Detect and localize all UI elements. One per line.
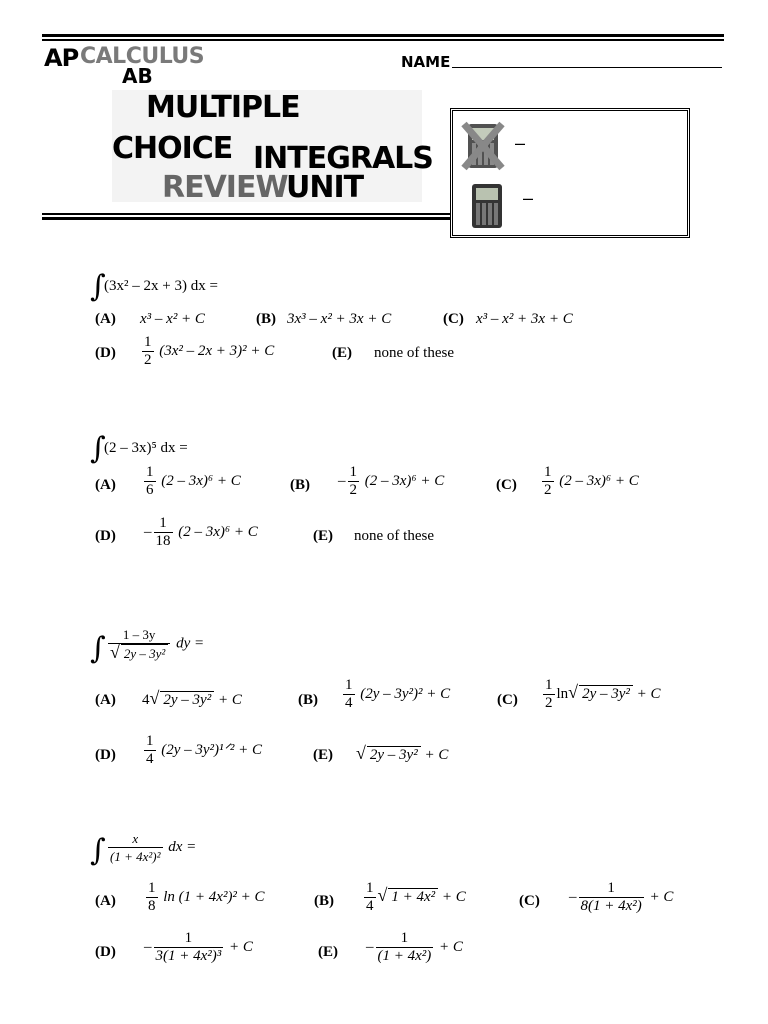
q2-d-num: 1 — [154, 515, 173, 533]
q2-b-sign: – — [338, 472, 346, 489]
bottom-rule-thin — [42, 213, 450, 215]
q2-c-answer — [540, 464, 639, 499]
name-line[interactable] — [452, 67, 722, 68]
bottom-rule — [42, 217, 450, 220]
q4-e-den: (1 + 4x²) — [377, 948, 432, 964]
q3-int-num: 1 – 3y — [108, 626, 170, 644]
q2-b-answer — [338, 464, 444, 499]
q4-int-tail: dx = — [168, 838, 197, 855]
q1-d-label[interactable]: (D) — [95, 345, 116, 361]
q2-a-answer — [142, 464, 241, 499]
q1-b-label[interactable]: (B) — [256, 311, 276, 327]
q3-b-answer — [341, 677, 450, 712]
q2-a-num: 1 — [146, 464, 154, 480]
no-calculator-dash: – — [515, 133, 526, 153]
q2-c-expr: (2 – 3x)⁶ + C — [559, 472, 639, 489]
q4-d-answer — [144, 930, 253, 965]
q2-b-label[interactable]: (B) — [290, 477, 310, 493]
q4-b-answer: $\frac{1}{4}$ √ 1 + 4x² + C — [366, 880, 466, 914]
q2-a-expr: (2 – 3x)⁶ + C — [161, 472, 241, 489]
q4-b-den: 4 — [366, 898, 374, 914]
q3-d-answer — [142, 733, 262, 768]
brand-ab: AB — [122, 64, 153, 88]
q4-a-den: 8 — [148, 898, 156, 914]
q4-e-label[interactable]: (E) — [318, 944, 338, 960]
q4-b-num: 1 — [366, 880, 374, 896]
q3-c-den: 2 — [545, 695, 553, 711]
q3-a-answer: 4√ 2y – 3y² + C — [142, 688, 242, 708]
top-rule — [42, 34, 724, 37]
q2-e-label[interactable]: (E) — [313, 528, 333, 544]
q4-d-label[interactable]: (D) — [95, 944, 116, 960]
q2-b-expr: (2 – 3x)⁶ + C — [364, 472, 445, 489]
q3-b-num: 1 — [345, 677, 353, 693]
q2-c-num: 1 — [544, 464, 552, 480]
q4-c-tail: + C — [649, 888, 674, 905]
calculator-icon — [472, 184, 502, 228]
q3-d-expr: (2y – 3y²)¹ᐟ² + C — [161, 741, 263, 758]
q2-c-den: 2 — [544, 482, 552, 498]
q4-e-answer — [366, 930, 463, 965]
q4-int-den: (1 + 4x²)² — [110, 849, 161, 864]
name-label: NAME — [401, 53, 451, 71]
q2-e-answer: none of these — [354, 528, 434, 544]
integral-sign: ∫ — [90, 269, 106, 304]
q3-b-expr: (2y – 3y²)² + C — [360, 685, 451, 702]
q1-integral: (3x² – 2x + 3) dx = — [104, 278, 218, 294]
q3-b-den: 4 — [345, 695, 353, 711]
q1-d-answer — [140, 334, 274, 369]
q1-a-label[interactable]: (A) — [95, 311, 116, 327]
q4-d-tail: + C — [229, 938, 253, 955]
q2-b-num: 1 — [349, 464, 357, 480]
title-choice: CHOICE — [112, 131, 233, 166]
q4-d-sign: – — [144, 938, 152, 955]
q4-e-sign: – — [366, 938, 374, 955]
q2-d-sign: – — [144, 523, 152, 540]
q2-d-answer — [144, 515, 258, 550]
q1-e-label[interactable]: (E) — [332, 345, 352, 361]
q4-e-tail: + C — [439, 938, 463, 955]
q4-c-sign: – — [569, 888, 577, 905]
q3-e-label[interactable]: (E) — [313, 747, 333, 763]
q3-int-den: 2y – 3y² — [121, 644, 168, 662]
brand-ap: AP — [44, 44, 79, 72]
q3-c-rad: 2y – 3y² — [579, 685, 633, 703]
q4-e-num: 1 — [376, 930, 434, 948]
q2-a-label[interactable]: (A) — [95, 477, 116, 493]
q3-e-answer: √ 2y – 3y² + C — [356, 743, 449, 763]
x-mark-icon — [458, 118, 508, 174]
q1-c-answer: x³ – x² + 3x + C — [476, 311, 573, 327]
q1-b-answer: 3x³ – x² + 3x + C — [287, 311, 392, 327]
q2-c-label[interactable]: (C) — [496, 477, 517, 493]
integral-sign: ∫ — [90, 631, 106, 666]
q3-b-label[interactable]: (B) — [298, 692, 318, 708]
q4-a-num: 1 — [148, 880, 156, 896]
q3-c-tail: + C — [636, 685, 661, 702]
q4-int-num: x — [108, 830, 163, 848]
q3-c-num: 1 — [545, 677, 553, 693]
q4-c-den: 8(1 + 4x²) — [580, 898, 642, 914]
q2-d-label[interactable]: (D) — [95, 528, 116, 544]
q2-d-expr: (2 – 3x)⁶ + C — [178, 523, 258, 540]
q2-d-den: 18 — [155, 533, 171, 549]
q4-b-label[interactable]: (B) — [314, 893, 334, 909]
q4-b-tail: + C — [441, 888, 466, 905]
q3-c-label[interactable]: (C) — [497, 692, 518, 708]
q3-a-label[interactable]: (A) — [95, 692, 116, 708]
title-integrals: INTEGRALS — [253, 141, 433, 176]
q1-d-expr: (3x² – 2x + 3)² + C — [159, 342, 275, 359]
title-review: REVIEW — [162, 170, 288, 205]
calculator-dash: – — [523, 188, 534, 208]
q3-c-ln: ln — [556, 685, 569, 702]
q4-d-den: 3(1 + 4x²)³ — [155, 948, 222, 964]
q4-a-answer — [144, 880, 265, 915]
q4-c-answer — [569, 880, 673, 915]
q4-b-rad: 1 + 4x² — [388, 888, 438, 906]
top-rule-thin — [42, 39, 724, 41]
q3-d-num: 1 — [146, 733, 154, 749]
q4-a-expr: ln (1 + 4x²)² + C — [163, 888, 265, 905]
q3-e-tail: + C — [424, 747, 449, 763]
title-multiple: MULTIPLE — [146, 90, 300, 125]
q1-a-answer: x³ – x² + C — [140, 311, 205, 327]
q3-a-coef: 4 — [142, 692, 150, 708]
q3-a-tail: + C — [217, 692, 242, 708]
q1-e-answer: none of these — [374, 345, 454, 361]
integral-sign: ∫ — [90, 431, 106, 466]
q3-d-den: 4 — [146, 751, 154, 767]
q3-c-answer: $\frac{1}{2}$ ln√ 2y – 3y² + C — [545, 677, 661, 711]
q4-d-num: 1 — [154, 930, 224, 948]
q3-e-rad: 2y – 3y² — [367, 746, 421, 764]
integral-sign: ∫ — [90, 833, 106, 868]
q1-d-num: 1 — [144, 334, 152, 350]
q3-a-rad: 2y – 3y² — [160, 691, 214, 709]
q2-b-den: 2 — [349, 482, 357, 498]
q3-int-tail: dy = — [176, 635, 205, 652]
q4-a-label[interactable]: (A) — [95, 893, 116, 909]
q2-integral: (2 – 3x)⁵ dx = — [104, 440, 188, 456]
title-unit: UNIT — [286, 170, 364, 205]
q1-d-den: 2 — [144, 352, 152, 368]
q1-c-label[interactable]: (C) — [443, 311, 464, 327]
q3-integral: $\frac{1 - 3y}{\text{√ 2y – 3y²}}$ dy = — [110, 627, 205, 662]
q2-a-den: 6 — [146, 482, 154, 498]
brand-calculus: CALCULUS — [80, 44, 205, 69]
q4-c-label[interactable]: (C) — [519, 893, 540, 909]
q4-c-num: 1 — [579, 880, 644, 898]
q4-integral — [106, 830, 196, 865]
q3-d-label[interactable]: (D) — [95, 747, 116, 763]
